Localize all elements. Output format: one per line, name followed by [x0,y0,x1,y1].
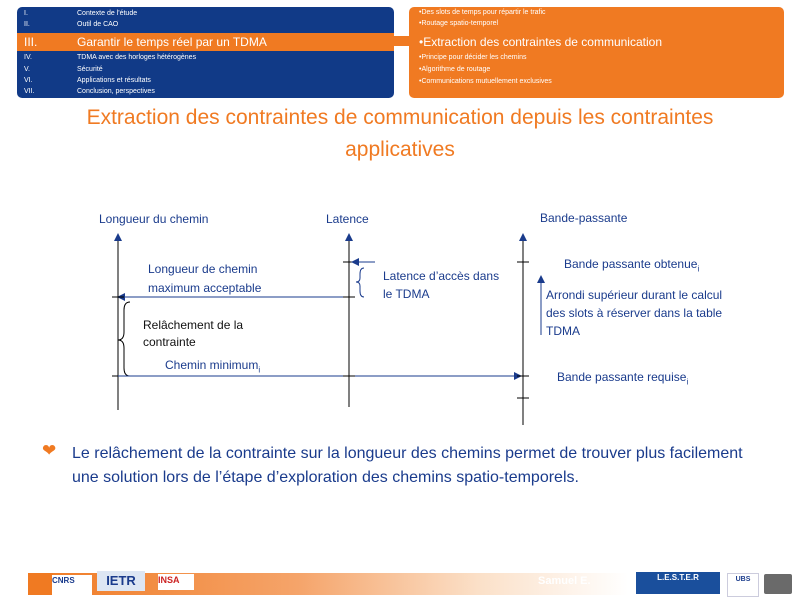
latency-brace [356,268,364,297]
rounding-label-1: Arrondi supérieur durant le calcul [546,288,723,302]
relax-brace [118,302,130,376]
bw-obtained-subscript: i [697,264,700,274]
bw-obtained-text: Bande passante obtenue [564,257,698,271]
slide-title: Extraction des contraintes de communication depuis les contraintes applicatives [86,106,714,161]
outline-number: II. [24,21,30,28]
outline-label: TDMA avec des horloges hétérogènes [77,54,197,61]
axis-label-path: Longueur du chemin [99,212,209,226]
max-path-label-2: maximum acceptable [148,281,262,295]
ietr-logo: IETR [97,571,145,591]
outline-label: Garantir le temps réel par un TDMA [77,35,267,49]
rounding-label-3: TDMA [546,324,580,338]
subsection-item[interactable]: •Des slots de temps pour répartir le trafic [419,9,546,16]
cnrs-logo: CNRS [52,575,92,595]
min-path-subscript: i [258,365,261,375]
subsection-item[interactable]: •Routage spatio-temporel [419,20,499,27]
heart-icon: ❤ [42,441,57,460]
footer-accent-square [28,573,53,595]
insa-logo: INSA [158,574,194,590]
rounding-label-2: des slots à réserver dans la table [546,306,723,320]
access-latency-label-2: le TDMA [383,287,430,301]
page-number-box[interactable] [764,574,792,594]
outline-label: Outil de CAO [77,21,119,28]
outline-number: IV. [24,54,32,61]
bullet-text: Le relâchement de la contrainte sur la longueur des chemins permet de trouver plus facilement une solution lors de l’étape d’exploration des chemins spatio-temporels. [72,445,743,486]
outline-label: Sécurité [77,66,103,73]
outline-number: VI. [24,77,33,84]
subsection-item[interactable]: •Algorithme de routage [419,66,491,73]
outline-label: Applications et résultats [77,77,151,84]
outline-label: Contexte de l'étude [77,10,138,17]
outline-number: I. [24,10,28,17]
subsection-item[interactable]: •Communications mutuellement exclusives [419,78,552,85]
subsection-item-active[interactable]: •Extraction des contraintes de communication [419,35,662,49]
outline-number: VII. [24,88,35,95]
bw-required-subscript: i [686,377,689,387]
ubs-logo: UBS [727,573,759,597]
access-latency-label-1: Latence d’accès dans [383,269,500,283]
relax-label-1: Relâchement de la [143,318,244,332]
min-path-label [165,356,260,379]
outline-number: V. [24,66,30,73]
axis-label-latency: Latence [326,212,369,226]
bw-required-label [557,368,688,391]
relax-label-2: contrainte [143,335,196,349]
max-path-label-1: Longueur de chemin [148,262,258,276]
outline-label: Conclusion, perspectives [77,88,155,95]
lester-logo: L.E.S.T.E.R [636,572,720,594]
bw-required-text: Bande passante requise [557,370,687,384]
footer-author: Samuel E. [538,575,591,587]
subsection-item[interactable]: •Principe pour décider les chemins [419,54,527,61]
axis-label-bandwidth: Bande-passante [540,211,628,225]
bw-obtained-label [564,255,699,278]
outline-number: III. [24,35,38,49]
min-path-text: Chemin minimum [165,358,259,372]
